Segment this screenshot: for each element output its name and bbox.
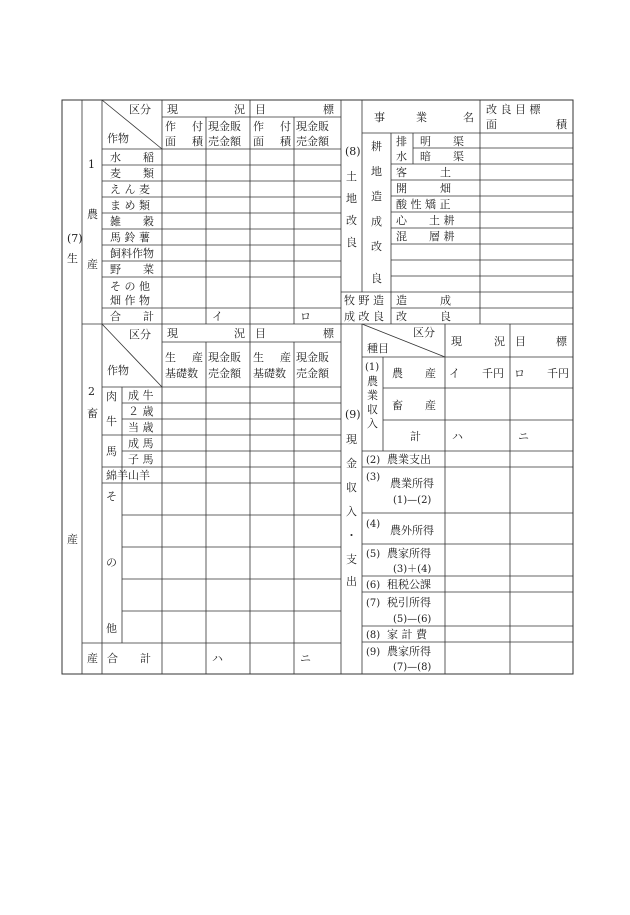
cash-label-char: 支 [346,553,357,566]
livestock-uma: 馬 [106,445,117,458]
nogyo-char: 農 [367,375,378,388]
livestock-seiba: 成 馬 [128,437,154,450]
cash-label-char: 出 [346,575,357,588]
cash-ni: ニ [518,430,529,443]
land-zosei: 造 成 [396,294,451,307]
section7-sei: 生 [67,252,78,265]
land-sansei: 酸 性 矯 正 [396,198,451,211]
crops-menseki2-a: 面 [253,135,264,148]
livestock-genkin-1: 現金販 [208,351,241,364]
haiso-1: 排 [396,135,407,148]
livestock-sonota: 他 [106,622,117,635]
crop-row: 飼料作物 [110,247,154,260]
livestock-sonota: の [106,556,117,569]
livestock-genkin2-2: 売金額 [296,367,329,380]
cash-ro: ロ 千円 [514,367,569,380]
crops-sakufu2-b: 付 [280,120,291,133]
cash-item-label: 農業所得 [390,477,434,490]
cash-item-num: (2) [366,455,381,466]
livestock-kisosu: 基礎数 [165,367,198,380]
livestock-mokuhyo-a: 目 [255,327,266,340]
livestock-seisan2-b: 産 [280,351,291,364]
land-label-char: 地 [346,192,357,205]
cash-shumoku: 種目 [367,342,389,355]
crops-sakumotsu: 作物 [107,132,129,145]
cash-kei: 計 [410,430,421,443]
crop-row: 雑 穀 [110,215,154,228]
cash-i: イ 千円 [449,367,504,380]
crops-label-1: 農 [87,208,98,221]
cash-item-label: 家 計 費 [387,628,427,641]
land-kyakudo: 客 土 [396,166,451,179]
livestock-nisai: ２ 歳 [128,405,154,418]
livestock-menyo: 綿羊山羊 [106,469,150,482]
crops-mokuhyo-a: 目 [255,103,266,116]
nogyo-char: 入 [367,417,378,430]
kochi-char: 造 [371,190,382,203]
livestock-seigyu: 成 牛 [128,389,154,402]
cash-item-num: (3) [366,472,381,483]
crop-row-sonota-1: そ の 他 [110,280,150,293]
crops-sakufu-a: 作 [165,120,176,133]
nogyo-char: 収 [367,403,378,416]
cash-genkyo-a: 現 [451,335,462,348]
cash-item-formula: (3)＋(4) [393,564,432,575]
crop-row: 水 稲 [110,151,154,164]
livestock-gyu: 牛 [106,415,117,428]
crops-sakufu-b: 付 [192,120,203,133]
kochi-char: 地 [371,165,382,178]
cash-mokuhyo-b: 標 [556,335,567,348]
haiso-2: 水 [396,150,407,163]
crops-menseki-b: 積 [192,135,203,148]
cash-item-formula: (5)—(6) [393,614,432,625]
bokuya-1: 牧 野 造 [344,294,384,307]
cash-mokuhyo-a: 目 [515,335,526,348]
land-shindo: 心 土 耕 [396,214,455,227]
livestock-seisan-a: 生 [165,351,176,364]
cash-item-label: 農家所得 [387,645,431,658]
kochi-char: 良 [371,272,382,285]
land-label-char: 土 [346,170,357,183]
livestock-seisan2-a: 生 [253,351,264,364]
cash-label-char: 収 [346,481,357,494]
livestock-total-ha: ハ [212,652,223,665]
crops-num: 1 [88,158,95,171]
crops-genkin-1: 現金販 [208,120,241,133]
crops-kubun: 区分 [129,103,151,116]
crops-genkyo-b: 況 [234,103,245,116]
livestock-niku: 肉 [106,390,117,403]
land-label-char: 良 [346,236,357,249]
cash-item-label: 税引所得 [387,596,431,609]
land-kairyo-2b: 積 [556,118,567,131]
cash-nosan: 農 産 [392,367,436,380]
crops-total-i: イ [212,310,223,323]
crops-label-2: 産 [87,258,98,271]
crops-sakufu2-a: 作 [253,120,264,133]
cash-chikusan: 畜 産 [392,399,436,412]
crops-menseki-a: 面 [165,135,176,148]
land-jigyo-3: 名 [463,111,474,124]
cash-item-label: 農業支出 [387,453,431,466]
nogyo-char: 業 [367,389,378,402]
nogyo-num: (1) [365,362,380,373]
cash-item-label: 農外所得 [390,524,434,537]
cash-item-formula: (1)—(2) [393,495,432,506]
livestock-label-1: 畜 [87,407,98,420]
livestock-sakumotsu: 作物 [107,364,129,377]
section7-san: 産 [67,533,78,546]
livestock-num: 2 [88,385,95,398]
cash-kubun: 区分 [413,326,435,339]
land-kaihata: 開 畑 [396,182,451,195]
cash-item-label: 租税公課 [387,578,431,591]
land-konso: 混 層 耕 [396,230,455,243]
cash-label-char: ・ [346,529,357,542]
cash-label-char: 現 [346,433,357,446]
land-kairyo-1: 改 良 目 標 [486,103,541,116]
livestock-kubun: 区分 [129,328,151,341]
crop-row: 麦 類 [110,167,154,180]
land-num: (8) [345,145,361,158]
cash-item-num: (8) [366,630,381,641]
cash-ha: ハ [452,430,463,443]
livestock-total: 合 計 [107,652,151,665]
cash-item-num: (6) [366,580,381,591]
cash-item-num: (4) [366,519,381,530]
kochi-char: 成 [371,215,382,228]
cash-item-num: (7) [366,598,381,609]
crops-total: 合 計 [110,310,154,323]
crop-row: え ん 麦 [110,183,150,196]
cash-genkyo-b: 況 [494,335,505,348]
crops-genkin2-1: 現金販 [296,120,329,133]
crops-menseki2-b: 積 [280,135,291,148]
land-ankyo: 暗 渠 [420,150,464,163]
livestock-genkyo-a: 現 [167,327,178,340]
cash-label-char: 入 [346,505,357,518]
livestock-total-ni: ニ [300,652,311,665]
crops-genkin-2: 売金額 [208,135,241,148]
section7-num: (7) [67,232,83,245]
land-jigyo-1: 事 [374,111,385,124]
livestock-mokuhyo-b: 標 [323,327,334,340]
crops-genkin2-2: 売金額 [296,135,329,148]
livestock-tosai: 当 歳 [128,421,154,434]
cash-num: (9) [345,408,361,421]
cash-item-num: (5) [366,549,381,560]
land-meikyo: 明 渠 [420,135,464,148]
livestock-koma: 子 馬 [128,453,154,466]
livestock-genkin2-1: 現金販 [296,351,329,364]
cash-item-num: (9) [366,647,381,658]
livestock-sonota: そ [106,490,117,503]
livestock-seisan-b: 産 [192,351,203,364]
crops-genkyo-a: 現 [167,103,178,116]
land-kairyo-2a: 面 [486,118,497,131]
livestock-label-bottom: 産 [87,652,98,665]
kochi-char: 改 [371,240,382,253]
cash-item-formula: (7)—(8) [393,662,432,673]
crops-total-ro: ロ [300,310,311,323]
cash-item-label: 農家所得 [387,547,431,560]
kochi-char: 耕 [371,140,382,153]
crop-row: 野 菜 [110,263,154,276]
land-label-char: 改 [346,214,357,227]
land-kairyo: 改 良 [396,310,451,323]
livestock-genkin-2: 売金額 [208,367,241,380]
crop-row: 馬 鈴 薯 [110,231,150,244]
crop-row: ま め 類 [110,199,150,212]
crops-mokuhyo-b: 標 [323,103,334,116]
livestock-kisosu2: 基礎数 [253,367,286,380]
bokuya-2: 成 改 良 [344,310,384,323]
land-jigyo-2: 業 [416,111,427,124]
cash-label-char: 金 [346,457,357,470]
crop-row-sonota-2: 畑 作 物 [110,294,150,307]
livestock-genkyo-b: 況 [234,327,245,340]
